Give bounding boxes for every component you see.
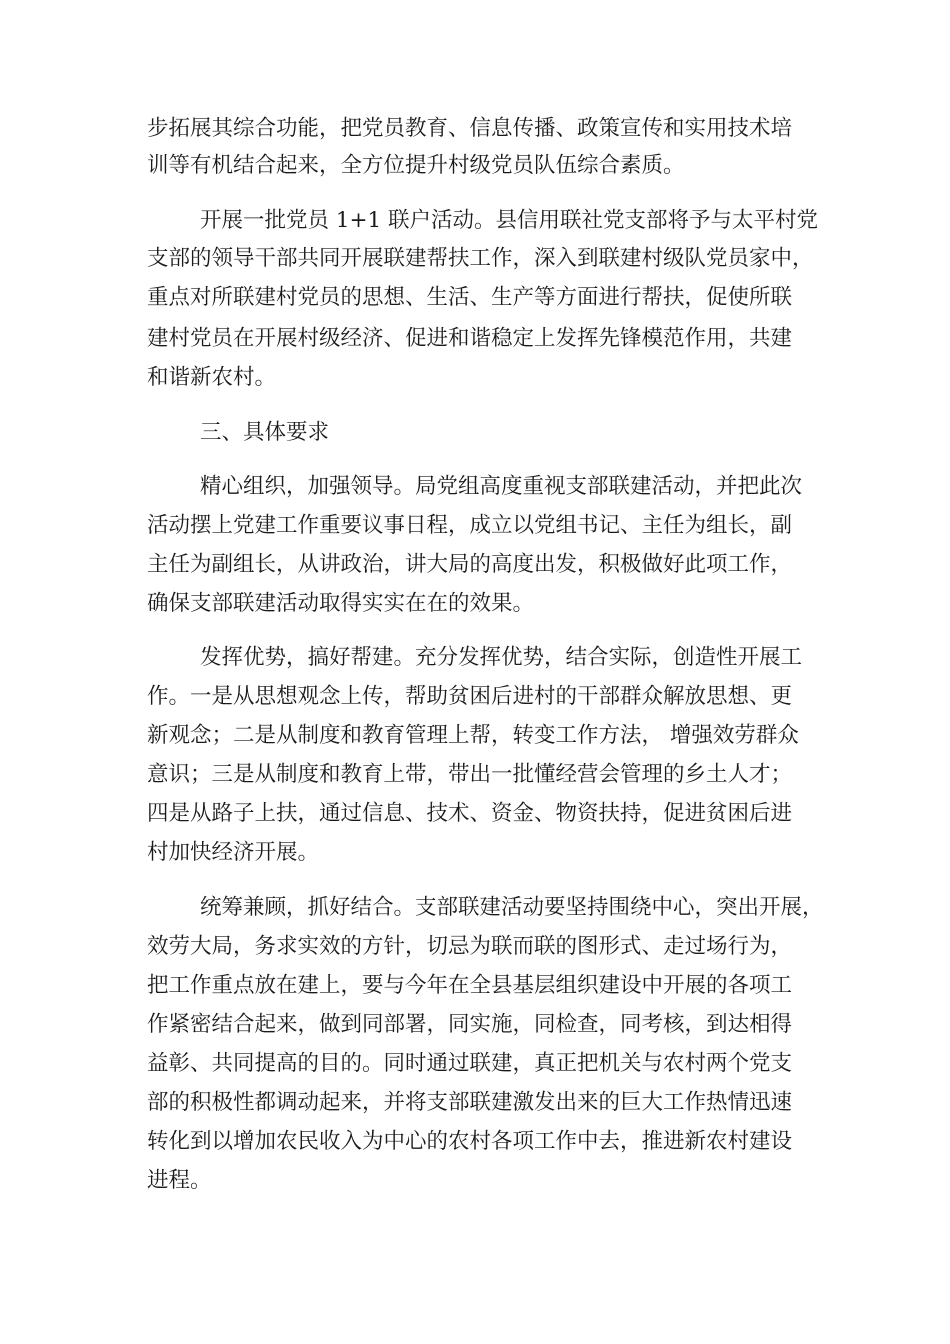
text-line: 建村党员在开展村级经济、促进和谐稳定上发挥先锋模范作用，共建: [147, 326, 793, 351]
text-line: 益彰、共同提高的目的。同时通过联建，真正把机关与农村两个党支: [147, 1051, 793, 1076]
text-line: 作。一是从思想观念上传，帮助贫困后进村的干部群众解放思想、更: [147, 684, 793, 709]
text-line: 作紧密结合起来，做到同部署，同实施，同检查，同考核，到达相得: [147, 1012, 793, 1037]
text-line: 把工作重点放在建上，要与今年在全县基层组织建设中开展的各项工: [147, 973, 793, 998]
text-line: 四是从路子上扶，通过信息、技术、资金、物资扶持，促进贫困后进: [147, 801, 793, 826]
section-heading: 三、具体要求: [200, 420, 330, 445]
text-line: 效劳大局，务求实效的方针，切忌为联而联的图形式、走过场行为，: [147, 934, 793, 959]
text-line: 意识；三是从制度和教育上带，带出一批懂经营会管理的乡土人才；: [147, 762, 793, 787]
paragraph-first-line: 统筹兼顾，抓好结合。支部联建活动要坚持围绕中心，突出开展，: [200, 895, 824, 920]
text-line: 和谐新农村。: [147, 365, 277, 390]
text-line: 村加快经济开展。: [147, 840, 320, 865]
paragraph-first-line: 发挥优势，搞好帮建。充分发挥优势，结合实际，创造性开展工: [200, 645, 803, 670]
text-line: 确保支部联建活动取得实实在在的效果。: [147, 591, 535, 616]
text-line: 新观念；二是从制度和教育管理上帮，转变工作方法， 增强效劳群众: [147, 723, 799, 748]
text-line: 转化到以增加农民收入为中心的农村各项工作中去，推进新农村建设: [147, 1129, 793, 1154]
text-line: 活动摆上党建工作重要议事日程，成立以党组书记、主任为组长，副: [147, 513, 793, 538]
paragraph-first-line: 开展一批党员 1+1 联户活动。县信用联社党支部将予与太平村党: [200, 208, 819, 233]
text-line: 重点对所联建村党员的思想、生活、生产等方面进行帮扶，促使所联: [147, 285, 793, 310]
text-line: 进程。: [147, 1168, 212, 1193]
text-line: 步拓展其综合功能，把党员教育、信息传播、政策宣传和实用技术培: [147, 116, 793, 141]
paragraph-first-line: 精心组织，加强领导。局党组高度重视支部联建活动，并把此次: [200, 474, 803, 499]
text-line: 支部的领导干部共同开展联建帮扶工作，深入到联建村级队党员家中，: [147, 246, 814, 271]
text-line: 训等有机结合起来，全方位提升村级党员队伍综合素质。: [147, 153, 685, 178]
text-line: 主任为副组长，从讲政治，讲大局的高度出发，积极做好此项工作，: [147, 552, 793, 577]
text-line: 部的积极性都调动起来，并将支部联建激发出来的巨大工作热情迅速: [147, 1090, 793, 1115]
